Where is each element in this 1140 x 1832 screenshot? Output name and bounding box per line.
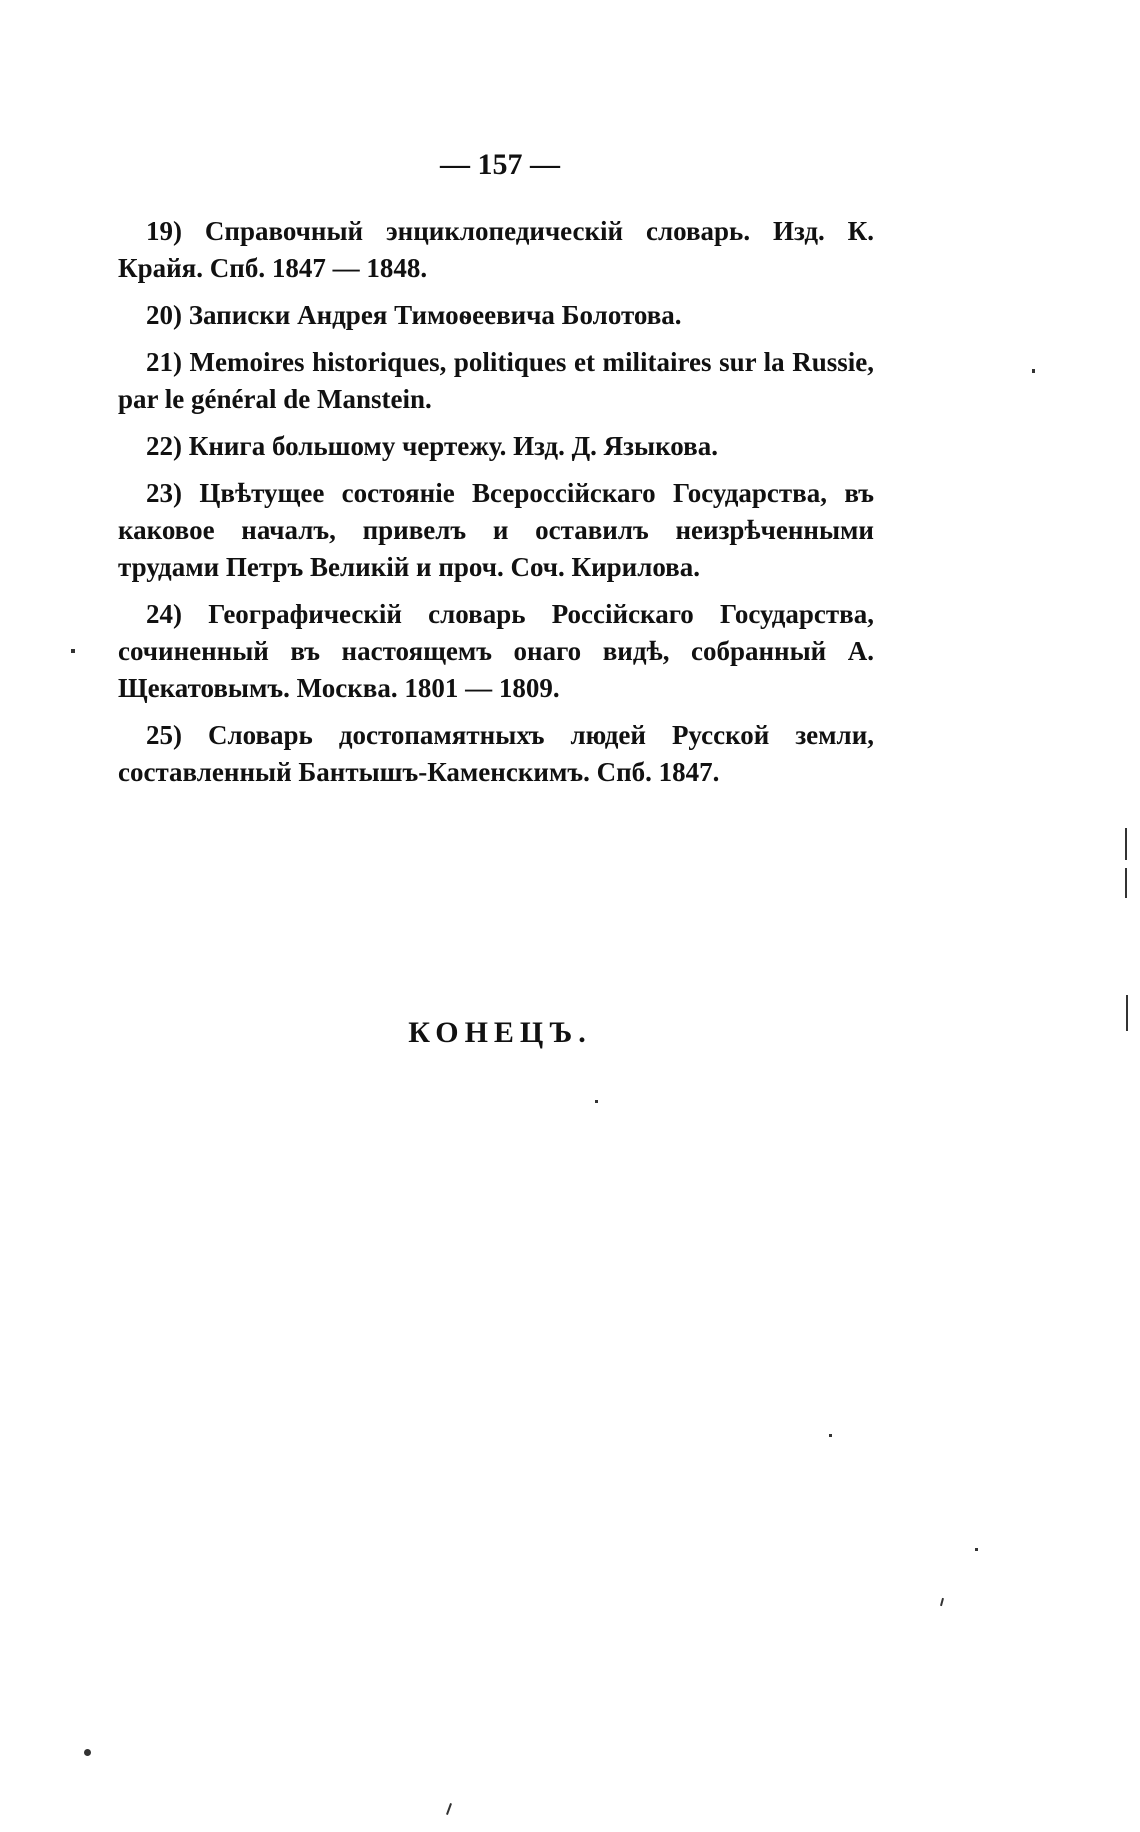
page-number: — 157 — [440, 148, 560, 181]
end-mark: КОНЕЦЪ. [408, 1016, 592, 1049]
scan-speck [595, 1100, 598, 1103]
bibliography-list [118, 213, 874, 801]
scan-speck [84, 1749, 91, 1756]
scan-speck [975, 1548, 978, 1551]
scan-speck [1125, 828, 1127, 860]
scan-speck [940, 1598, 944, 1606]
scan-speck [829, 1434, 832, 1437]
bibliography-entry-21: 21) Memoires historiques, politiques et militaires sur la Russie, par le général de Manstein. [118, 347, 874, 414]
bibliography-entry-20: 20) Записки Андрея Тимоѳеевича Болотова. [146, 300, 682, 330]
scan-speck [1032, 369, 1035, 373]
scan-speck [446, 1803, 452, 1815]
bibliography-entry-24: 24) Географическій словарь Россійскаго Государства, сочиненный въ настоящемъ онаго видѣ, собранный А. Щекатовымъ. Москва. 1801 — 1809. [118, 599, 874, 703]
scan-speck [71, 649, 75, 653]
bibliography-entry-25: 25) Словарь достопамятныхъ людей Русской земли, составленный Бантышъ-Каменскимъ. Спб. 1847. [118, 720, 874, 787]
scan-speck [1126, 995, 1128, 1031]
bibliography-entry-19: 19) Справочный энциклопедическій словарь. Изд. К. Крайя. Спб. 1847 — 1848. [118, 216, 874, 283]
bibliography-entry-22: 22) Книга большому чертежу. Изд. Д. Языкова. [146, 431, 718, 461]
scan-speck [1125, 868, 1127, 898]
bibliography-entry-23: 23) Цвѣтущее состояніе Всероссійскаго Государства, въ каковое началъ, привелъ и оставилъ неизрѣченными трудами Петръ Великій и проч. Соч. Кирилова. [118, 478, 874, 582]
